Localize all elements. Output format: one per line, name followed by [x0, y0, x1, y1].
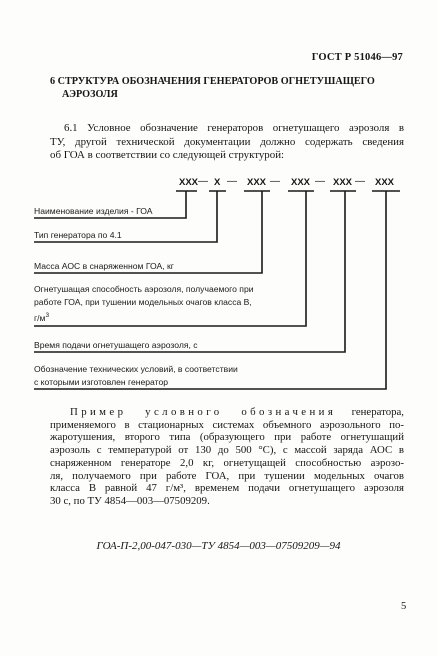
label-generator-type: Тип генератора по 4.1	[34, 230, 122, 240]
example-line: снаряженном генераторе 2,0 кг, огнетущащей способностью аэрозо-	[50, 456, 404, 469]
label-product-name: Наименование изделия - ГОА	[34, 206, 153, 216]
paragraph-line: об ГОА в соответствии со следующей структурой:	[50, 149, 285, 162]
example-line: класса В равной 47 г/м³, временем подачи огнетушащего аэрозоля	[50, 482, 404, 495]
label-line: Огнетушащая способность аэрозоля, получаемого при	[34, 284, 254, 294]
code-separator: —	[315, 176, 325, 187]
label-line: с которыми изготовлен генератор	[34, 376, 169, 387]
section-heading: 6 СТРУКТУРА ОБОЗНАЧЕНИЯ ГЕНЕРАТОРОВ ОГНЕТУШАЩЕГО	[50, 76, 375, 87]
code-field-name: ХХХ	[179, 177, 199, 188]
code-field-time: ХХХ	[333, 177, 353, 188]
label-unit: г/м	[34, 313, 46, 324]
document-header: ГОСТ Р 51046—97	[311, 52, 403, 63]
code-field-ability: ХХХ	[291, 177, 311, 188]
label-line: Обозначение технических условий, в соответствии	[34, 364, 238, 374]
example-line: 30 с, по ТУ 4854—003—07509209.	[50, 494, 210, 507]
code-separator: —	[227, 176, 237, 187]
example-lead-rest: генератора,	[351, 406, 404, 418]
example-paragraph	[50, 406, 404, 508]
example-designation: ГОА-П-2,00-047-030—ТУ 4854—003—07509209—94	[96, 540, 341, 552]
label-unit-exponent: 3	[45, 312, 50, 320]
example-line: аэрозоль с температурой от 130 до 500 °С), с массой заряда АОС в	[50, 444, 404, 457]
label-charge-mass: Масса АОС в снаряженном ГОА, кг	[34, 261, 174, 271]
example-line: ля, получаемого при работе ГОА, при тушении модельных очагов	[50, 469, 404, 482]
paragraph-line: ТУ, другой технической документации должно содержать сведения	[50, 135, 404, 148]
label-line: работе ГОА, при тушении модельных очагов класса В,	[34, 296, 252, 307]
example-line: применяемого в стационарных системах объемного аэрозольного по-	[50, 418, 404, 431]
example-line: жаротушения, второго типа (образующего при работе огнетушащий	[50, 431, 404, 444]
code-separator: —	[198, 176, 208, 187]
example-lead-line	[50, 406, 404, 419]
label-delivery-time: Время подачи огнетушащего аэрозоля, с	[34, 340, 198, 350]
example-lead: Пример условного обозначения	[70, 406, 337, 418]
code-field-spec: ХХХ	[375, 177, 395, 188]
label-line	[34, 310, 254, 324]
code-separator: —	[355, 176, 365, 187]
page-number: 5	[401, 601, 407, 612]
section-heading-continued: АЭРОЗОЛЯ	[62, 89, 118, 100]
label-extinguishing-ability	[34, 283, 254, 325]
code-separator: —	[270, 176, 280, 187]
paragraph-line: 6.1 Условное обозначение генераторов огнетушащего аэрозоля в	[64, 122, 404, 134]
code-field-type: Х	[214, 177, 221, 188]
label-technical-spec	[34, 363, 238, 388]
code-field-mass: ХХХ	[247, 177, 267, 188]
